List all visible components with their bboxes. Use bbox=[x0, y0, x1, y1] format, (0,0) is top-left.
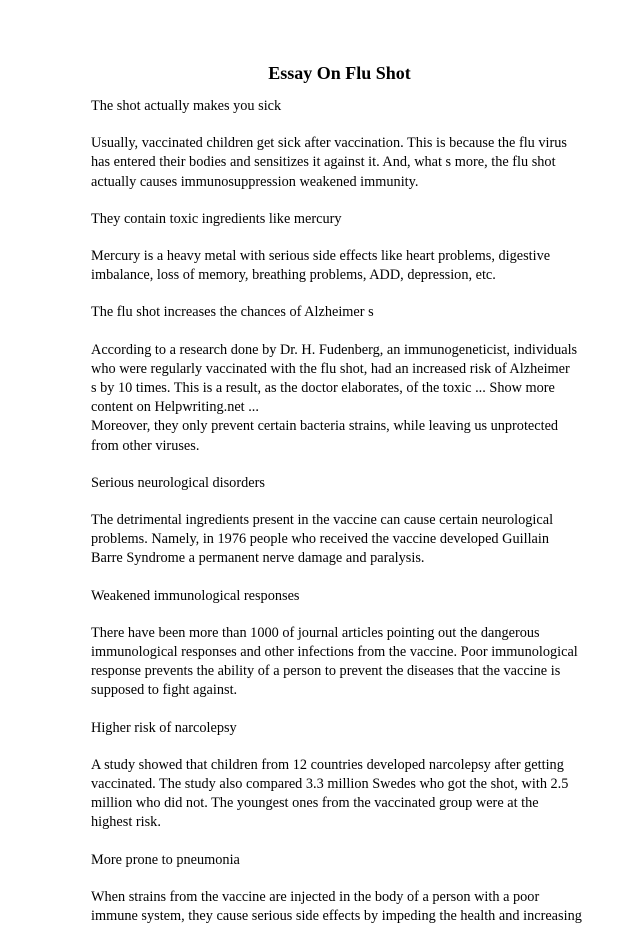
text-line: When strains from the vaccine are injected in the body of a person with a poor bbox=[91, 888, 540, 905]
text-line: immunological responses and other infections from the vaccine. Poor immunological bbox=[91, 644, 578, 661]
text-line: vaccinated. The study also compared 3.3 million Swedes who got the shot, with 2.5 bbox=[91, 776, 569, 793]
text-line: Serious neurological disorders bbox=[91, 474, 265, 491]
text-line: immune system, they cause serious side effects by impeding the health and increasing bbox=[91, 908, 582, 925]
text-line: Moreover, they only prevent certain bacteria strains, while leaving us unprotected bbox=[91, 418, 559, 435]
paragraph-gap bbox=[91, 323, 598, 341]
text-line: There have been more than 1000 of journal articles pointing out the dangerous bbox=[91, 624, 540, 641]
text-line: response prevents the ability of a person to prevent the diseases that the vaccine is bbox=[91, 663, 561, 680]
document-body bbox=[91, 97, 598, 926]
text-line: Higher risk of narcolepsy bbox=[91, 719, 237, 736]
paragraph-gap bbox=[91, 606, 598, 624]
text-line: Mercury is a heavy metal with serious side effects like heart problems, digestive bbox=[91, 248, 551, 265]
text-line: Weakened immunological responses bbox=[91, 587, 300, 604]
text-line: from other viruses. bbox=[91, 437, 200, 454]
text-line: According to a research done by Dr. H. Fudenberg, an immunogeneticist, individuals bbox=[91, 341, 578, 358]
text-line: actually causes immunosuppression weakened immunity. bbox=[91, 173, 419, 190]
text-line: Barre Syndrome a permanent nerve damage and paralysis. bbox=[91, 550, 425, 567]
text-line: has entered their bodies and sensitizes it against it. And, what s more, the flu shot bbox=[91, 154, 556, 171]
paragraph-gap bbox=[91, 229, 598, 247]
paragraph-gap bbox=[91, 192, 598, 210]
text-line: The shot actually makes you sick bbox=[91, 98, 282, 114]
text-line: million who did not. The youngest ones from the vaccinated group were at the bbox=[91, 795, 539, 812]
text-line: problems. Namely, in 1976 people who received the vaccine developed Guillain bbox=[91, 531, 550, 548]
paragraph-gap bbox=[91, 701, 598, 719]
paragraph-gap bbox=[91, 738, 598, 756]
text-line: A study showed that children from 12 countries developed narcolepsy after getting bbox=[91, 756, 564, 773]
paragraph-gap bbox=[91, 569, 598, 587]
text-line: Usually, vaccinated children get sick after vaccination. This is because the flu virus bbox=[91, 135, 567, 152]
paragraph-gap bbox=[91, 116, 598, 134]
text-line: s by 10 times. This is a result, as the doctor elaborates, of the toxic ... Show more bbox=[91, 380, 555, 397]
text-line: supposed to fight against. bbox=[91, 682, 238, 699]
text-line: The detrimental ingredients present in the vaccine can cause certain neurological bbox=[91, 512, 554, 529]
text-line: content on Helpwriting.net ... bbox=[91, 399, 259, 416]
text-line: imbalance, loss of memory, breathing problems, ADD, depression, etc. bbox=[91, 267, 496, 284]
paragraph-gap bbox=[91, 285, 598, 303]
text-line: They contain toxic ingredients like mercury bbox=[91, 210, 342, 227]
text-line: More prone to pneumonia bbox=[91, 851, 240, 868]
text-line: The flu shot increases the chances of Alzheimer s bbox=[91, 304, 374, 321]
text-line: highest risk. bbox=[91, 814, 161, 831]
document-title: Essay On Flu Shot bbox=[268, 63, 411, 83]
text-line: who were regularly vaccinated with the flu shot, had an increased risk of Alzheimer bbox=[91, 360, 570, 377]
paragraph-gap bbox=[91, 456, 598, 474]
paragraph-gap bbox=[91, 493, 598, 511]
paragraph-gap bbox=[91, 870, 598, 888]
paragraph-gap bbox=[91, 833, 598, 851]
